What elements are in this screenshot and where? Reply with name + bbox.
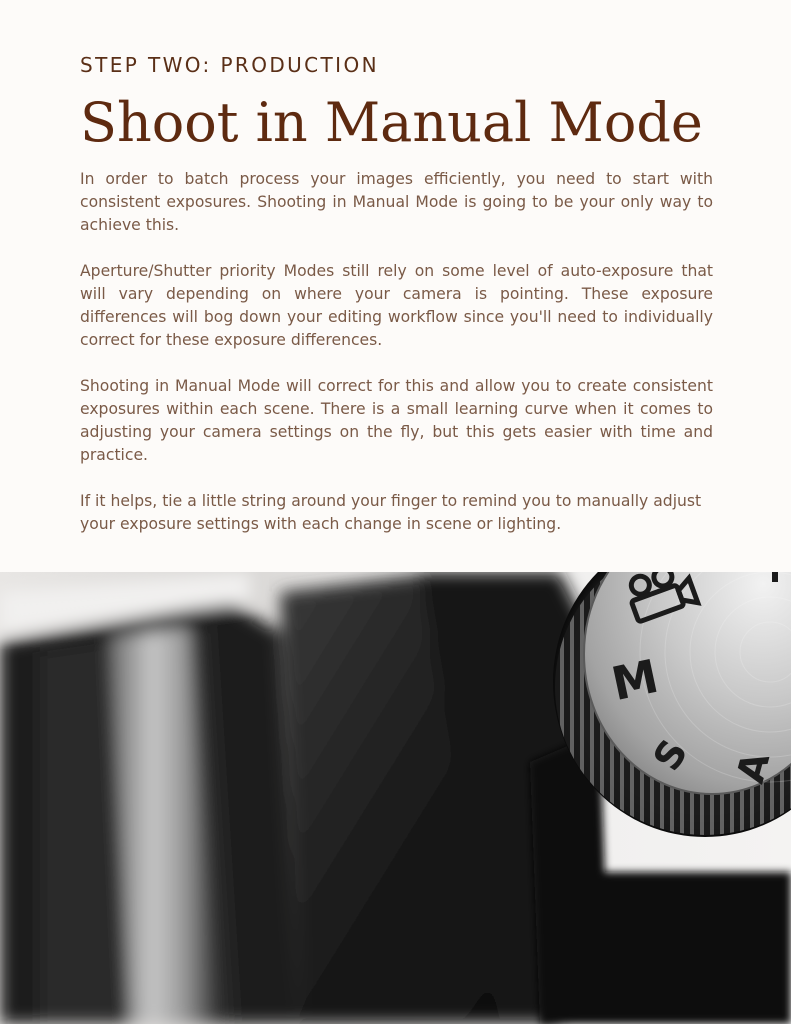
paragraph-3: Shooting in Manual Mode will correct for this and allow you to create consistent exposures within each scene. There is a small learning curve when it comes to adjusting your camera settings on the fly, but this gets easier with time and practice. bbox=[80, 377, 713, 464]
body-text bbox=[80, 168, 713, 536]
page-title: Shoot in Manual Mode bbox=[80, 91, 703, 154]
paragraph-2: Aperture/Shutter priority Modes still rely on some level of auto-exposure that will vary depending on where your camera is pointing. These exposure differences will bog down your editing workflow since you'll need to individually correct for these exposure differences. bbox=[80, 262, 713, 349]
paragraph-1: In order to batch process your images efficiently, you need to start with consistent exposures. Shooting in Manual Mode is going to be your only way to achieve this. bbox=[80, 170, 713, 234]
section-kicker: STEP TWO: PRODUCTION bbox=[80, 53, 379, 77]
dial-letter-s: S bbox=[644, 731, 697, 779]
dial-letter-m: M bbox=[606, 648, 663, 712]
dial-letter-a: A bbox=[728, 747, 779, 788]
paragraph-4: If it helps, tie a little string around your finger to remind you to manually adjust your exposure settings with each change in scene or lighting. bbox=[80, 492, 702, 533]
page-content bbox=[80, 52, 713, 559]
camera-photo bbox=[0, 572, 791, 1024]
